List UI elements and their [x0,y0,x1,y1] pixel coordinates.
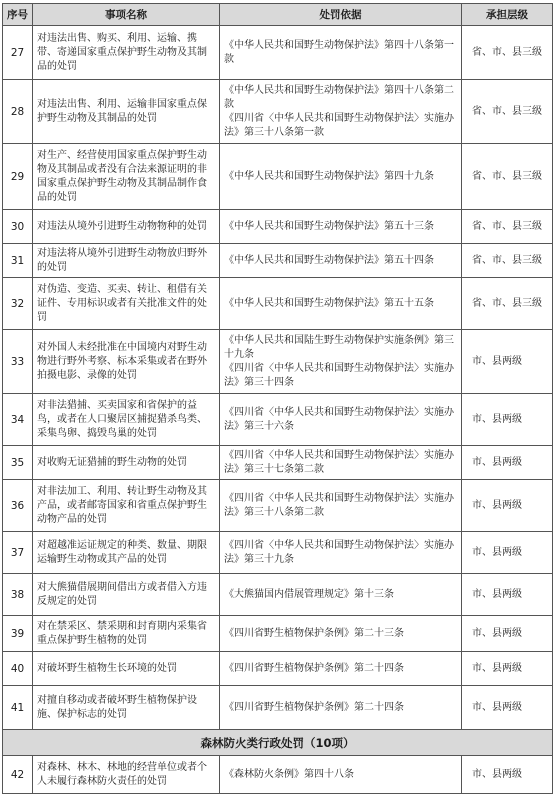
cell-level: 市、县两级 [462,756,553,794]
table-body-section [3,730,553,756]
cell-no: 33 [3,330,33,394]
cell-item: 对违法出售、购买、利用、运输、携带、寄递国家重点保护野生动物及其制品的处罚 [33,26,220,80]
header-item: 事项名称 [33,4,220,26]
table-body-second [3,756,553,794]
header-basis: 处罚依据 [220,4,462,26]
table-row [3,278,553,330]
table-row [3,756,553,794]
cell-no: 30 [3,210,33,244]
cell-item: 对破坏野生植物生长环境的处罚 [33,652,220,686]
section-title: 森林防火类行政处罚（10项） [3,730,553,756]
table-row [3,616,553,652]
table-row [3,394,553,446]
table-row [3,652,553,686]
table-row [3,26,553,80]
table-row [3,330,553,394]
cell-basis: 《中华人民共和国野生动物保护法》第四十九条 [220,144,462,210]
cell-level: 市、县两级 [462,574,553,616]
cell-basis: 《中华人民共和国野生动物保护法》第五十四条 [220,244,462,278]
cell-no: 38 [3,574,33,616]
cell-no: 34 [3,394,33,446]
cell-level: 市、县两级 [462,330,553,394]
section-row [3,730,553,756]
table-row [3,144,553,210]
cell-basis: 《中华人民共和国野生动物保护法》第五十五条 [220,278,462,330]
table-row [3,80,553,144]
cell-level: 省、市、县三级 [462,244,553,278]
cell-level: 市、县两级 [462,652,553,686]
header-level: 承担层级 [462,4,553,26]
cell-basis: 《中华人民共和国野生动物保护法》第四十八条第一款 [220,26,462,80]
cell-level: 省、市、县三级 [462,26,553,80]
cell-level: 省、市、县三级 [462,210,553,244]
cell-basis: 《四川省〈中华人民共和国野生动物保护法〉实施办法》第三十六条 [220,394,462,446]
cell-no: 32 [3,278,33,330]
table-body-main [3,26,553,730]
table-row [3,446,553,480]
cell-basis: 《大熊猫国内借展管理规定》第十三条 [220,574,462,616]
cell-level: 市、县两级 [462,532,553,574]
cell-level: 市、县两级 [462,480,553,532]
cell-basis: 《四川省野生植物保护条例》第二十四条 [220,686,462,730]
cell-item: 对擅自移动或者破坏野生植物保护设施、保护标志的处罚 [33,686,220,730]
cell-basis: 《中华人民共和国野生动物保护法》第五十三条 [220,210,462,244]
cell-basis: 《森林防火条例》第四十八条 [220,756,462,794]
table-header-row [3,4,553,26]
cell-basis: 《四川省〈中华人民共和国野生动物保护法〉实施办法》第三十九条 [220,532,462,574]
cell-level: 省、市、县三级 [462,278,553,330]
cell-level: 市、县两级 [462,394,553,446]
header-no: 序号 [3,4,33,26]
cell-item: 对外国人未经批准在中国境内对野生动物进行野外考察、标本采集或者在野外拍摄电影、录像的处罚 [33,330,220,394]
cell-basis: 《中华人民共和国野生动物保护法》第四十八条第二款 《四川省〈中华人民共和国野生动物保护法〉实施办法》第三十八条第一款 [220,80,462,144]
table-row [3,210,553,244]
cell-basis: 《四川省〈中华人民共和国野生动物保护法〉实施办法》第三十七条第二款 [220,446,462,480]
cell-item: 对生产、经营使用国家重点保护野生动物及其制品或者没有合法来源证明的非国家重点保护野生动物及其制品制作食品的处罚 [33,144,220,210]
cell-no: 41 [3,686,33,730]
cell-item: 对违法从境外引进野生动物物种的处罚 [33,210,220,244]
cell-no: 40 [3,652,33,686]
cell-item: 对非法加工、利用、转让野生动物及其产品，或者邮寄国家和省重点保护野生动物产品的处罚 [33,480,220,532]
cell-item: 对森林、林木、林地的经营单位或者个人未履行森林防火责任的处罚 [33,756,220,794]
table-row [3,686,553,730]
penalty-table-page [2,3,552,794]
cell-no: 37 [3,532,33,574]
cell-basis: 《四川省野生植物保护条例》第二十三条 [220,616,462,652]
cell-no: 27 [3,26,33,80]
cell-basis: 《四川省野生植物保护条例》第二十四条 [220,652,462,686]
table-row [3,532,553,574]
penalty-table [2,3,553,794]
table-row [3,480,553,532]
table-row [3,244,553,278]
cell-no: 29 [3,144,33,210]
cell-item: 对违法出售、利用、运输非国家重点保护野生动物及其制品的处罚 [33,80,220,144]
cell-level: 市、县两级 [462,616,553,652]
cell-no: 28 [3,80,33,144]
cell-no: 31 [3,244,33,278]
table-row [3,574,553,616]
cell-level: 市、县两级 [462,686,553,730]
cell-item: 对伪造、变造、买卖、转让、租借有关证件、专用标识或者有关批准文件的处罚 [33,278,220,330]
cell-level: 市、县两级 [462,446,553,480]
cell-basis: 《中华人民共和国陆生野生动物保护实施条例》第三十九条 《四川省〈中华人民共和国野生动物保护法〉实施办法》第三十四条 [220,330,462,394]
cell-item: 对非法猎捕、买卖国家和省保护的益鸟，或者在人口聚居区捕捉猎杀鸟类、采集鸟卵、捣毁鸟巢的处罚 [33,394,220,446]
cell-item: 对违法将从境外引进野生动物放归野外的处罚 [33,244,220,278]
cell-item: 对收购无证猎捕的野生动物的处罚 [33,446,220,480]
cell-no: 36 [3,480,33,532]
cell-level: 省、市、县三级 [462,80,553,144]
cell-no: 42 [3,756,33,794]
cell-no: 39 [3,616,33,652]
cell-item: 对在禁采区、禁采期和封育期内采集省重点保护野生植物的处罚 [33,616,220,652]
cell-item: 对大熊猫借展期间借出方或者借入方违反规定的处罚 [33,574,220,616]
cell-item: 对超越准运证规定的种类、数量、期限运输野生动物或其产品的处罚 [33,532,220,574]
cell-basis: 《四川省〈中华人民共和国野生动物保护法〉实施办法》第三十八条第二款 [220,480,462,532]
cell-level: 省、市、县三级 [462,144,553,210]
cell-no: 35 [3,446,33,480]
